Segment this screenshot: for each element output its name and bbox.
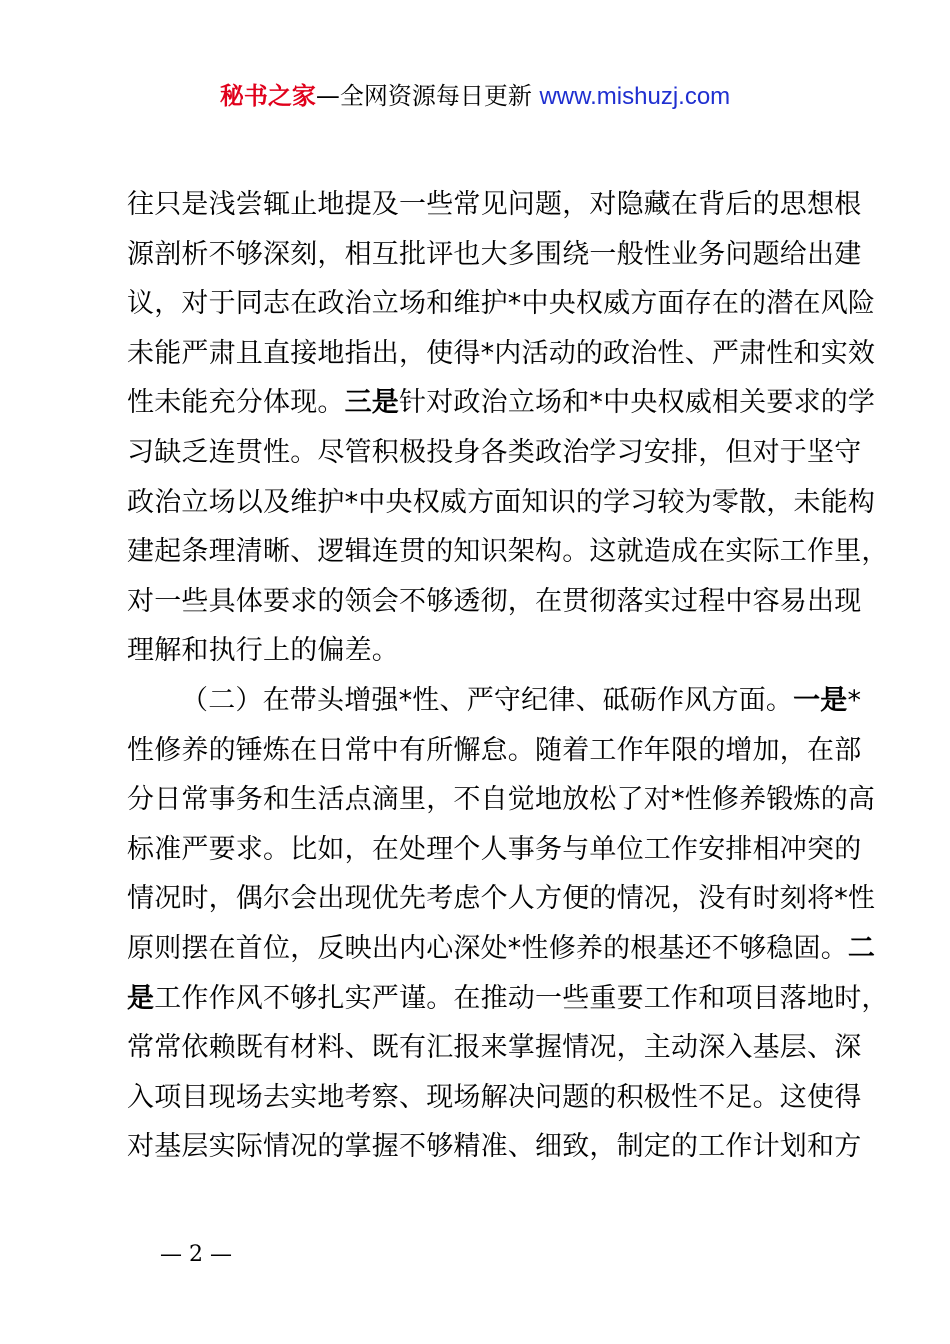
text-segment: 建起条理清晰、逻辑连贯的知识架构。这就造成在实际工作里， bbox=[127, 536, 889, 568]
text-segment: 入项目现场去实地考察、现场解决问题的积极性不足。这使得 bbox=[127, 1081, 862, 1113]
text-segment: （二）在带头增强*性、严守纪律、砥砺作风方面。 bbox=[181, 684, 794, 716]
text-segment: 源剖析不够深刻，相互批评也大多围绕一般性业务问题给出建 bbox=[127, 238, 862, 270]
text-segment: 往只是浅尝辄止地提及一些常见问题，对隐藏在背后的思想根 bbox=[127, 189, 862, 220]
text-line bbox=[127, 924, 876, 974]
text-line bbox=[127, 825, 862, 875]
document-body bbox=[127, 180, 889, 1172]
bold-keyword: 二 bbox=[847, 932, 876, 964]
text-segment: 工作作风不够扎实严谨。在推动一些重要工作和项目落地时， bbox=[154, 982, 889, 1014]
text-line bbox=[127, 676, 862, 726]
text-line bbox=[127, 230, 862, 280]
text-segment: 分日常事务和生活点滴里，不自觉地放松了对*性修养锻炼的高 bbox=[127, 784, 876, 816]
bold-keyword: 一是 bbox=[793, 684, 848, 716]
text-segment: 针对政治立场和*中央权威相关要求的学 bbox=[399, 387, 876, 419]
text-segment: 常常依赖既有材料、既有汇报来掌握情况，主动深入基层、深 bbox=[127, 1032, 862, 1064]
text-line bbox=[127, 726, 862, 776]
text-line bbox=[127, 279, 876, 329]
text-line bbox=[127, 775, 876, 825]
text-segment: 性未能充分体现。 bbox=[127, 387, 345, 419]
text-segment: 标准严要求。比如，在处理个人事务与单位工作安排相冲突的 bbox=[127, 833, 862, 865]
text-line bbox=[127, 527, 889, 577]
text-segment: 对基层实际情况的掌握不够精准、细致，制定的工作计划和方 bbox=[127, 1131, 862, 1163]
text-segment: * bbox=[847, 684, 862, 716]
text-segment: 理解和执行上的偏差。 bbox=[127, 635, 399, 667]
site-header bbox=[0, 78, 950, 115]
text-segment: 议，对于同志在政治立场和维护*中央权威方面存在的潜在风险 bbox=[127, 288, 876, 320]
text-segment: 未能严肃且直接地指出，使得*内活动的政治性、严肃性和实效 bbox=[127, 337, 876, 369]
site-url-link[interactable]: www.mishuzj.com bbox=[539, 83, 731, 110]
text-segment: 原则摆在首位，反映出内心深处*性修养的根基还不够稳固。 bbox=[127, 932, 848, 964]
brand-name: 秘书之家 bbox=[219, 82, 316, 110]
text-segment: 性修养的锤炼在日常中有所懈怠。随着工作年限的增加，在部 bbox=[127, 734, 862, 766]
text-line bbox=[127, 1023, 862, 1073]
bold-keyword: 三是 bbox=[344, 387, 400, 419]
text-line bbox=[127, 626, 837, 676]
text-line bbox=[127, 378, 876, 428]
page-number: — 2 — bbox=[160, 1242, 232, 1267]
text-line bbox=[127, 180, 862, 230]
text-line bbox=[127, 428, 862, 478]
text-line bbox=[127, 478, 876, 528]
text-segment: 对一些具体要求的领会不够透彻，在贯彻落实过程中容易出现 bbox=[127, 585, 862, 617]
text-segment: 情况时，偶尔会出现优先考虑个人方便的情况，没有时刻将*性 bbox=[127, 883, 876, 915]
text-segment: 政治立场以及维护*中央权威方面知识的学习较为零散，未能构 bbox=[127, 486, 876, 518]
bold-keyword: 是 bbox=[127, 982, 155, 1014]
text-line bbox=[127, 1073, 862, 1123]
header-slogan: —全网资源每日更新 bbox=[315, 82, 532, 110]
text-line bbox=[127, 577, 862, 627]
text-line bbox=[127, 874, 876, 924]
text-line bbox=[127, 329, 876, 379]
text-segment: 习缺乏连贯性。尽管积极投身各类政治学习安排，但对于坚守 bbox=[127, 436, 862, 468]
text-line bbox=[127, 974, 889, 1024]
text-line bbox=[127, 1122, 862, 1172]
